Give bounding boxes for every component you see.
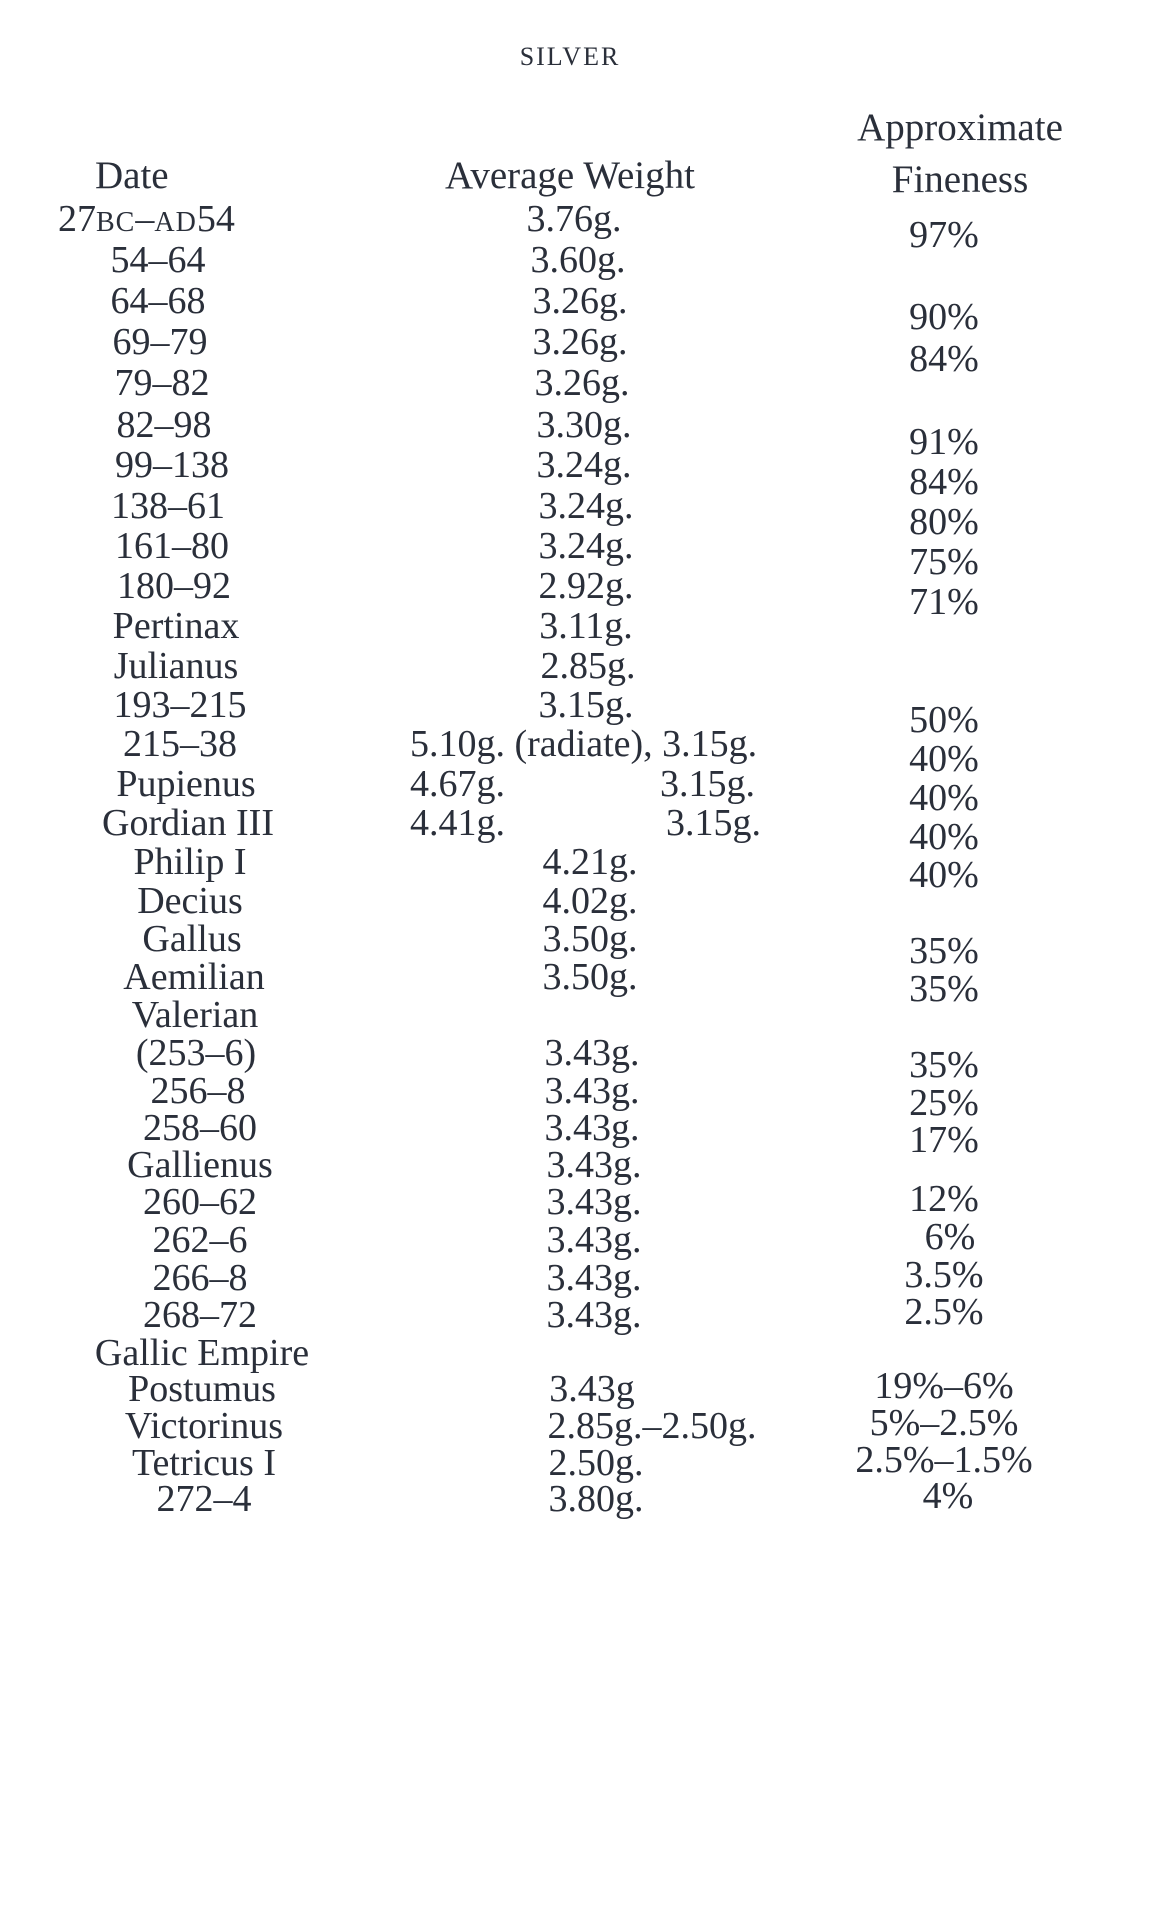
date-cell: 54–64 xyxy=(110,239,206,281)
date-cell: Pertinax xyxy=(112,605,240,647)
fineness-cell: 40% xyxy=(909,854,979,896)
fineness-cell: 2.5%–1.5% xyxy=(855,1439,1033,1481)
fineness-cell: 35% xyxy=(909,930,979,972)
weight-cell: 2.50g. xyxy=(548,1442,644,1484)
date-cell: Gallus xyxy=(142,918,242,960)
weight-cell: 3.43g xyxy=(549,1368,635,1410)
date-cell: Julianus xyxy=(113,645,239,687)
weight-cell: 3.15g. xyxy=(538,684,634,726)
fineness-cell: 50% xyxy=(909,699,979,741)
date-cell: 268–72 xyxy=(143,1294,257,1336)
fineness-cell: 12% xyxy=(909,1178,979,1220)
weight-cell: 3.15g. xyxy=(666,802,761,844)
weight-cell: 3.24g. xyxy=(538,525,634,567)
date-column-header: Date xyxy=(95,154,169,197)
fineness-cell: 40% xyxy=(909,777,979,819)
weight-cell: 3.26g. xyxy=(532,321,628,363)
fineness-cell: 35% xyxy=(909,968,979,1010)
fineness-cell: 19%–6% xyxy=(874,1365,1014,1407)
date-cell: 215–38 xyxy=(123,723,237,765)
weight-cell: 3.43g. xyxy=(544,1107,640,1149)
weight-cell: 3.24g. xyxy=(538,485,634,527)
date-cell: 272–4 xyxy=(156,1478,252,1520)
weight-cell: 3.43g. xyxy=(544,1032,640,1074)
date-cell: 99–138 xyxy=(115,444,229,486)
fineness-cell: 80% xyxy=(909,501,979,543)
fineness-header-line-2: Fineness xyxy=(891,158,1029,201)
weight-cell: 3.76g. xyxy=(526,198,622,240)
fineness-cell: 6% xyxy=(924,1216,976,1258)
weight-cell: 2.85g. xyxy=(540,645,636,687)
weight-cell: 4.41g. xyxy=(410,802,505,844)
date-cell: 266–8 xyxy=(152,1257,248,1299)
date-cell: 258–60 xyxy=(143,1107,257,1149)
date-cell: (253–6) xyxy=(135,1032,257,1074)
weight-cell: 3.43g. xyxy=(546,1219,642,1261)
date-cell: 180–92 xyxy=(117,565,231,607)
weight-cell: 3.26g. xyxy=(532,280,628,322)
weight-cell: 3.43g. xyxy=(546,1257,642,1299)
weight-cell: 3.60g. xyxy=(530,239,626,281)
weight-cell: 3.80g. xyxy=(548,1478,644,1520)
weight-cell: 2.92g. xyxy=(538,565,634,607)
fineness-cell: 84% xyxy=(909,461,979,503)
fineness-cell: 84% xyxy=(909,338,979,380)
weight-cell: 5.10g. (radiate), 3.15g. xyxy=(410,723,758,765)
page-heading: SILVER xyxy=(519,42,621,71)
fineness-cell: 3.5% xyxy=(904,1254,984,1296)
fineness-cell: 97% xyxy=(909,214,979,256)
date-cell: 79–82 xyxy=(114,362,210,404)
weight-cell: 3.43g. xyxy=(546,1144,642,1186)
date-cell: Decius xyxy=(137,880,243,922)
date-cell: Valerian xyxy=(131,994,259,1036)
date-cell: 161–80 xyxy=(115,525,229,567)
date-cell: 193–215 xyxy=(113,684,247,726)
date-cell: Aemilian xyxy=(123,956,265,998)
date-cell: 256–8 xyxy=(150,1070,246,1112)
date-cell: Philip I xyxy=(133,841,247,883)
fineness-cell: 40% xyxy=(909,816,979,858)
date-cell: 69–79 xyxy=(112,321,208,363)
date-cell: Victorinus xyxy=(124,1405,284,1447)
weight-cell: 4.67g. xyxy=(410,763,505,805)
fineness-cell: 71% xyxy=(909,581,979,623)
weight-cell: 3.11g. xyxy=(539,605,633,647)
date-cell: Gordian III xyxy=(102,802,274,844)
fineness-cell: 25% xyxy=(909,1082,979,1124)
date-cell: 138–61 xyxy=(111,485,225,527)
date-cell: 82–98 xyxy=(116,404,212,446)
weight-cell: 3.15g. xyxy=(660,763,755,805)
weight-cell: 3.26g. xyxy=(534,362,630,404)
date-cell: 64–68 xyxy=(110,280,206,322)
fineness-cell: 5%–2.5% xyxy=(869,1402,1019,1444)
fineness-cell: 91% xyxy=(909,421,979,463)
date-cell: Gallienus xyxy=(127,1144,273,1186)
weight-cell: 3.43g. xyxy=(546,1181,642,1223)
fineness-header-line-1: Approximate xyxy=(857,106,1063,149)
fineness-column-header xyxy=(840,102,1080,206)
fineness-cell: 35% xyxy=(909,1044,979,1086)
fineness-cell: 17% xyxy=(909,1119,979,1161)
weight-cell: 3.50g. xyxy=(542,918,638,960)
fineness-cell: 40% xyxy=(909,738,979,780)
date-cell: Gallic Empire xyxy=(94,1332,310,1374)
weight-cell: 3.43g. xyxy=(544,1070,640,1112)
weight-cell: 2.85g.–2.50g. xyxy=(547,1405,757,1447)
date-cell: Postumus xyxy=(128,1368,276,1410)
weight-cell: 3.24g. xyxy=(536,444,632,486)
weight-cell: 4.02g. xyxy=(542,880,638,922)
fineness-cell: 90% xyxy=(909,296,979,338)
date-cell: Pupienus xyxy=(116,763,256,805)
weight-cell: 3.30g. xyxy=(536,404,632,446)
weight-cell: 3.50g. xyxy=(542,956,638,998)
weight-cell: 4.21g. xyxy=(542,841,638,883)
date-cell: 27BC–AD54 xyxy=(58,198,235,240)
fineness-cell: 2.5% xyxy=(904,1291,984,1333)
date-cell: 262–6 xyxy=(152,1219,248,1261)
weight-cell: 3.43g. xyxy=(546,1294,642,1336)
date-cell: Tetricus I xyxy=(131,1442,277,1484)
date-cell: 260–62 xyxy=(143,1181,257,1223)
weight-column-header: Average Weight xyxy=(445,154,695,197)
fineness-cell: 4% xyxy=(922,1475,974,1517)
fineness-cell: 75% xyxy=(909,541,979,583)
